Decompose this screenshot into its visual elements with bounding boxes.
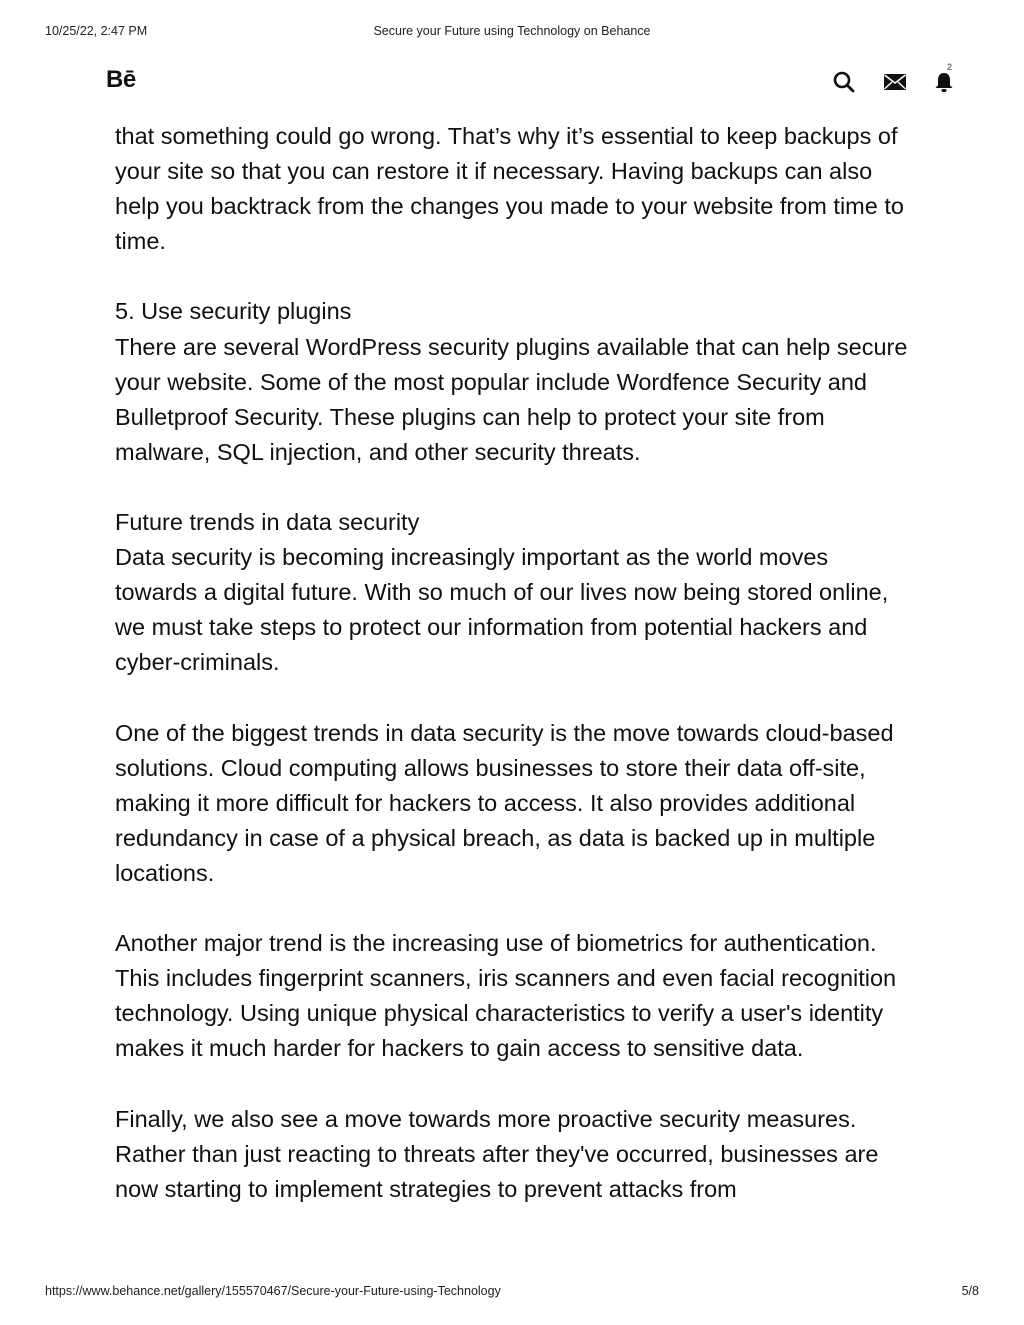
article-paragraph: Another major trend is the increasing use of biometrics for authentication. This includes fingerprint scanners, iris scanners and even facial recognition technology. Using unique physical characteristics to verify a user's identity makes it much harder for hackers to gain access to sensitive data. [115, 930, 897, 1062]
print-url: https://www.behance.net/gallery/155570467/Secure-your-Future-using-Technology [45, 1284, 501, 1298]
notification-count-badge: 2 [947, 62, 953, 72]
print-page-title: Secure your Future using Technology on Behance [373, 24, 651, 38]
print-header [0, 24, 1024, 40]
article-paragraph: Finally, we also see a move towards more proactive security measures. Rather than just reacting to threats after they've occurred, businesses are now starting to implement strategies to prevent attacks from [115, 1105, 879, 1202]
article-paragraph: There are several WordPress security plugins available that can help secure your website. Some of the most popular include Wordfence Security and Bulletproof Security. These plugins can help to protect your site from malware, SQL injection, and other security threats. [115, 333, 908, 465]
article-paragraph: One of the biggest trends in data security is the move towards cloud-based solutions. Cloud computing allows businesses to store their data off-site, making it more difficult for hackers to access. It also provides additional redundancy in case of a physical breach, as data is backed up in multiple locations. [115, 719, 894, 886]
article-paragraph: that something could go wrong. That’s why it’s essential to keep backups of your site so that you can restore it if necessary. Having backups can also help you backtrack from the changes you made to your website from time to time. [115, 123, 904, 255]
section-heading: Future trends in data security [115, 509, 420, 536]
site-navbar [0, 60, 1024, 104]
article-paragraph: Data security is becoming increasingly important as the world moves towards a digital future. With so much of our lives now being stored online, we must take steps to protect our information from potential hackers and cyber-criminals. [115, 544, 889, 676]
article-body [115, 119, 915, 1207]
mail-icon[interactable] [881, 68, 909, 96]
section-heading: 5. Use security plugins [115, 298, 352, 325]
behance-logo[interactable]: Bē [106, 66, 136, 93]
print-footer [0, 1284, 1024, 1300]
print-datetime: 10/25/22, 2:47 PM [45, 24, 148, 38]
print-page-number: 5/8 [961, 1284, 979, 1298]
bell-icon[interactable] [930, 68, 958, 96]
search-icon[interactable] [830, 68, 858, 96]
